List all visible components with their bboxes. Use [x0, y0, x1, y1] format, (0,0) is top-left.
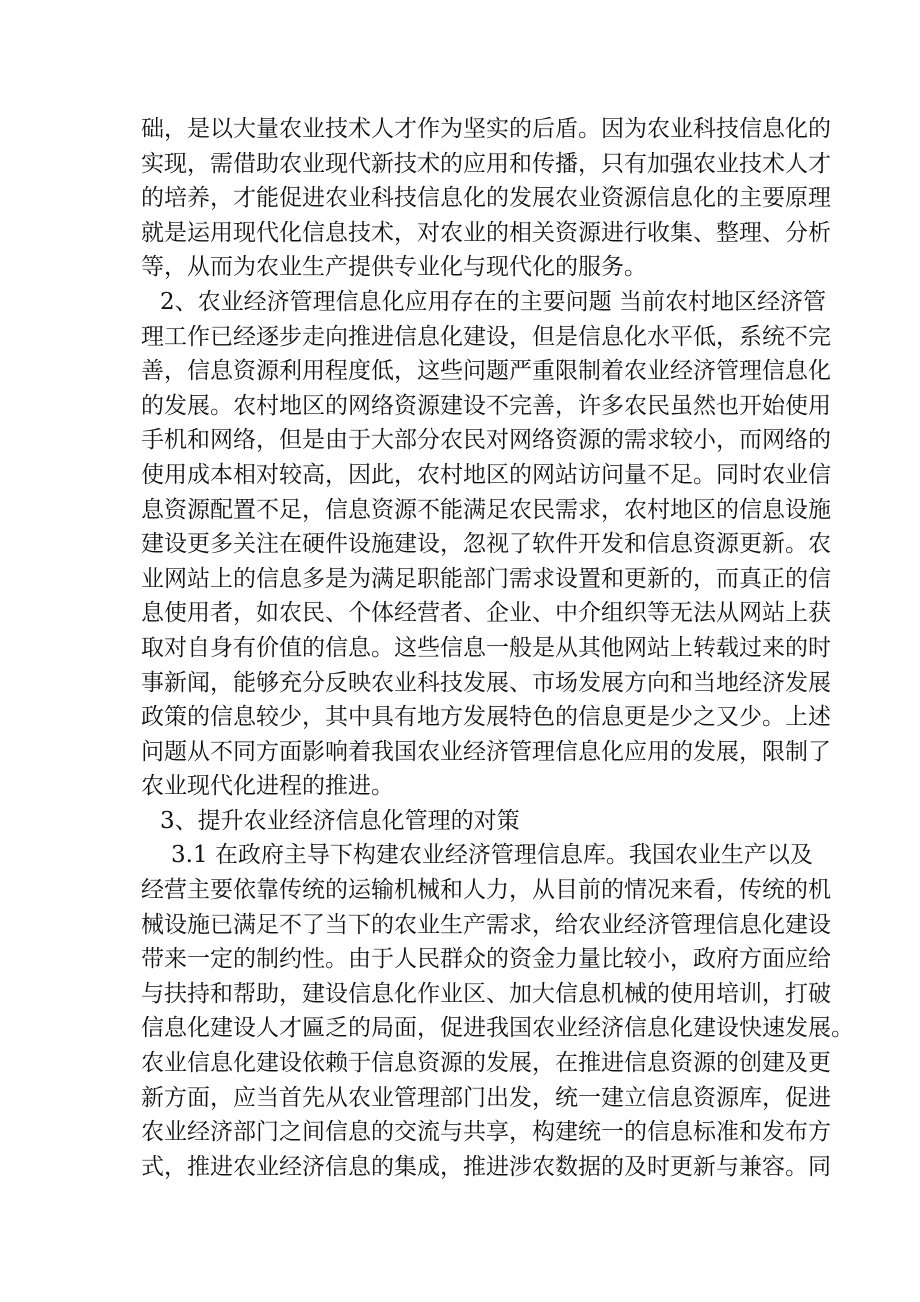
text-line: 农业现代化进程的推进。 — [141, 773, 394, 800]
text-line: 与扶持和帮助，建设信息化作业区、加大信息机械的使用培训，打破 — [141, 980, 831, 1007]
text-line: 业网站上的信息多是为满足职能部门需求设置和更新的，而真正的信 — [141, 565, 831, 592]
paragraph — [141, 112, 831, 285]
body-text — [141, 112, 854, 1184]
text-line: 息资源配置不足，信息资源不能满足农民需求，农村地区的信息设施 — [141, 496, 831, 523]
section-heading-line: 2、农业经济管理信息化应用存在的主要问题 当前农村地区经济管 — [160, 288, 826, 315]
text-line: 手机和网络，但是由于大部分农民对网络资源的需求较小，而网络的 — [141, 427, 831, 454]
text-line: 建设更多关注在硬件设施建设，忽视了软件开发和信息资源更新。农 — [141, 531, 831, 558]
text-line: 新方面，应当首先从农业管理部门出发，统一建立信息资源库，促进 — [141, 1084, 831, 1111]
text-line: 息使用者，如农民、个体经营者、企业、中介组织等无法从网站上获 — [141, 600, 831, 627]
section-heading-line: 3、提升农业经济信息化管理的对策 — [160, 807, 520, 834]
text-line: 式，推进农业经济信息的集成，推进涉农数据的及时更新与兼容。同 — [141, 1153, 831, 1180]
text-line: 械设施已满足不了当下的农业生产需求，给农业经济管理信息化建设 — [141, 911, 831, 938]
text-line: 经营主要依靠传统的运输机械和人力，从目前的情况来看，传统的机 — [141, 877, 831, 904]
text-line: 问题从不同方面影响着我国农业经济管理信息化应用的发展，限制了 — [141, 738, 831, 765]
text-line: 实现，需借助农业现代新技术的应用和传播，只有加强农业技术人才 — [141, 150, 831, 177]
paragraph — [141, 285, 831, 804]
text-line: 善，信息资源利用程度低，这些问题严重限制着农业经济管理信息化 — [141, 358, 831, 385]
text-line: 理工作已经逐步走向推进信息化建设，但是信息化水平低，系统不完 — [141, 323, 831, 350]
text-line: 农业经济部门之间信息的交流与共享，构建统一的信息标准和发布方 — [141, 1119, 831, 1146]
text-line: 带来一定的制约性。由于人民群众的资金力量比较小，政府方面应给 — [141, 946, 831, 973]
text-line: 的培养，才能促进农业科技信息化的发展农业资源信息化的主要原理 — [141, 185, 831, 212]
subsection-heading-line: 3.1 在政府主导下构建农业经济管理信息库。我国农业生产以及 — [171, 842, 813, 869]
paragraph — [141, 838, 854, 1184]
text-line: 的发展。农村地区的网络资源建设不完善，许多农民虽然也开始使用 — [141, 392, 831, 419]
text-line: 农业信息化建设依赖于信息资源的发展，在推进信息资源的创建及更 — [141, 1050, 831, 1077]
text-line: 事新闻，能够充分反映农业科技发展、市场发展方向和当地经济发展 — [141, 669, 831, 696]
paragraph — [141, 804, 791, 839]
text-line: 使用成本相对较高，因此，农村地区的网站访问量不足。同时农业信 — [141, 461, 831, 488]
text-line: 政策的信息较少，其中具有地方发展特色的信息更是少之又少。上述 — [141, 704, 831, 731]
text-line: 就是运用现代化信息技术，对农业的相关资源进行收集、整理、分析 — [141, 219, 831, 246]
text-line: 信息化建设人才匾乏的局面，促进我国农业经济信息化建设快速发展。 — [141, 1015, 854, 1042]
text-line: 取对自身有价值的信息。这些信息一般是从其他网站上转载过来的时 — [141, 634, 831, 661]
text-line: 础，是以大量农业技术人才作为坚实的后盾。因为农业科技信息化的 — [141, 116, 831, 142]
text-line: 等，从而为农业生产提供专业化与现代化的服务。 — [141, 254, 647, 281]
